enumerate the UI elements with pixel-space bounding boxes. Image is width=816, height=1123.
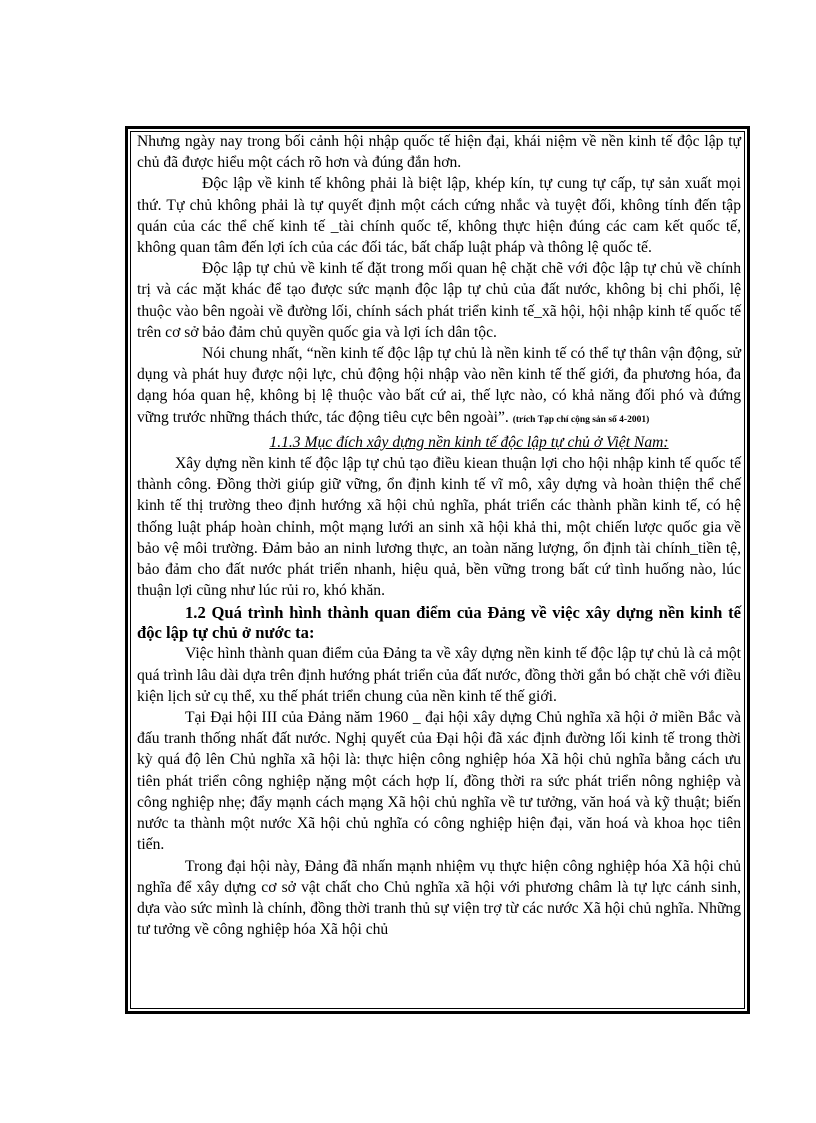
citation: (trích Tạp chí cộng sản số 4-2001) — [512, 414, 650, 425]
paragraph: Xây dựng nền kinh tế độc lập tự chủ tạo điều kiean thuận lợi cho hội nhập kinh tế quốc tế thành công. Đồng thời giúp giữ vững, ổn định kinh tế vĩ mô, xây dựng và hoàn thiện thể chế kinh tế thị trường theo định hướng xã hội chủ nghĩa, phát triển các thành phần kinh tế, có hệ thống luật pháp hoàn chỉnh, một mạng lưới an sinh xã hội khả thi, một chiến lược quốc gia về bảo vệ môi trường. Đảm bảo an ninh lương thực, an toàn năng lượng, ổn định tài chính_tiền tệ, bảo đảm cho đất nước phát triển nhanh, hiệu quả, bền vững trong bất cứ tình huống nào, lúc thuận lợi cũng như lúc rủi ro, khó khăn. — [137, 455, 741, 600]
quote-text: Nói chung nhất, “nền kinh tế độc lập tự chủ là nền kinh tế có thể tự thân vận động, sử dụng và phát huy được nội lực, chủ động hội nhập vào nền kinh tế thế giới, đa phương hóa, đa dạng hóa quan hệ, không bị lệ thuộc vào bất cứ ai, thế lực nào, có khả năng đối phó và đứng vững trước những thách thức, tác động tiêu cực bên ngoài”. — [137, 345, 741, 426]
section-heading: 1.2 Quá trình hình thành quan điểm của Đảng về việc xây dựng nền kinh tế độc lập tự chủ ở nước ta: — [137, 603, 741, 643]
paragraph: Độc lập về kinh tế không phải là biệt lập, khép kín, tự cung tự cấp, tự sản xuất mọi thứ. Tự chủ không phải là tự quyết định một cách cứng nhắc và tuyệt đối, không tính đến tập quán của các thể chế kinh tế _tài chính quốc tế, không thực hiện đúng các cam kết quốc tế, không quan tâm đến lợi ích của các đối tác, bất chấp luật pháp và thông lệ quốc tế. — [137, 175, 741, 257]
document-body — [137, 131, 741, 940]
quote-paragraph — [137, 343, 741, 431]
subsection-heading: 1.1.3 Mục đích xây dựng nền kinh tế độc lập tự chủ ở Việt Nam: — [269, 433, 669, 451]
paragraph: Tại Đại hội III của Đảng năm 1960 _ đại hội xây dựng Chủ nghĩa xã hội ở miền Bắc và đấu tranh thống nhất đất nước. Nghị quyết của Đại hội đã xác định đường lối kinh tế trong thời kỳ quá độ lên Chủ nghĩa xã hội là: thực hiện công nghiệp hóa Xã hội chủ nghĩa bằng cách ưu tiên phát triển công nghiệp nặng một cách hợp lí, đồng thời ra sức phát triển nông nghiệp và công nghiệp nhẹ; đẩy mạnh cách mạng Xã hội chủ nghĩa về tư tưởng, văn hoá và kỹ thuật; biến nước ta thành một nước Xã hội chủ nghĩa có công nghiệp hiện đại, văn hoá và khoa học tiên tiến. — [137, 709, 741, 854]
paragraph: Nhưng ngày nay trong bối cảnh hội nhập quốc tế hiện đại, khái niệm về nền kinh tế độc lập tự chủ đã được hiểu một cách rõ hơn và đúng đắn hơn. — [137, 133, 741, 172]
paragraph: Độc lập tự chủ về kinh tế đặt trong mối quan hệ chặt chẽ với độc lập tự chủ về chính trị và các mặt khác để tạo được sức mạnh độc lập tự chủ của đất nước, không bị chi phối, lệ thuộc vào bên ngoài về đường lối, chính sách phát triển kinh tế_xã hội, hội nhập kinh tế quốc tế trên cơ sở bảo đảm chủ quyền quốc gia và lợi ích dân tộc. — [137, 260, 741, 341]
paragraph: Trong đại hội này, Đảng đã nhấn mạnh nhiệm vụ thực hiện công nghiệp hóa Xã hội chủ nghĩa để xây dựng cơ sở vật chất cho Chủ nghĩa xã hội với phương châm là tự lực cánh sinh, dựa vào sức mình là chính, đồng thời tranh thủ sự viện trợ từ các nước Xã hội chủ nghĩa. Những tư tưởng về công nghiệp hóa Xã hội chủ — [137, 857, 741, 939]
paragraph: Việc hình thành quan điểm của Đảng ta về xây dựng nền kinh tế độc lập tự chủ là cả một quá trình lâu dài dựa trên định hướng phát triển của đất nước, đồng thời gắn bó chặt chẽ với điều kiện lịch sử cụ thể, xu thế phát triển chung của nền kinh tế thế giới. — [137, 645, 741, 705]
